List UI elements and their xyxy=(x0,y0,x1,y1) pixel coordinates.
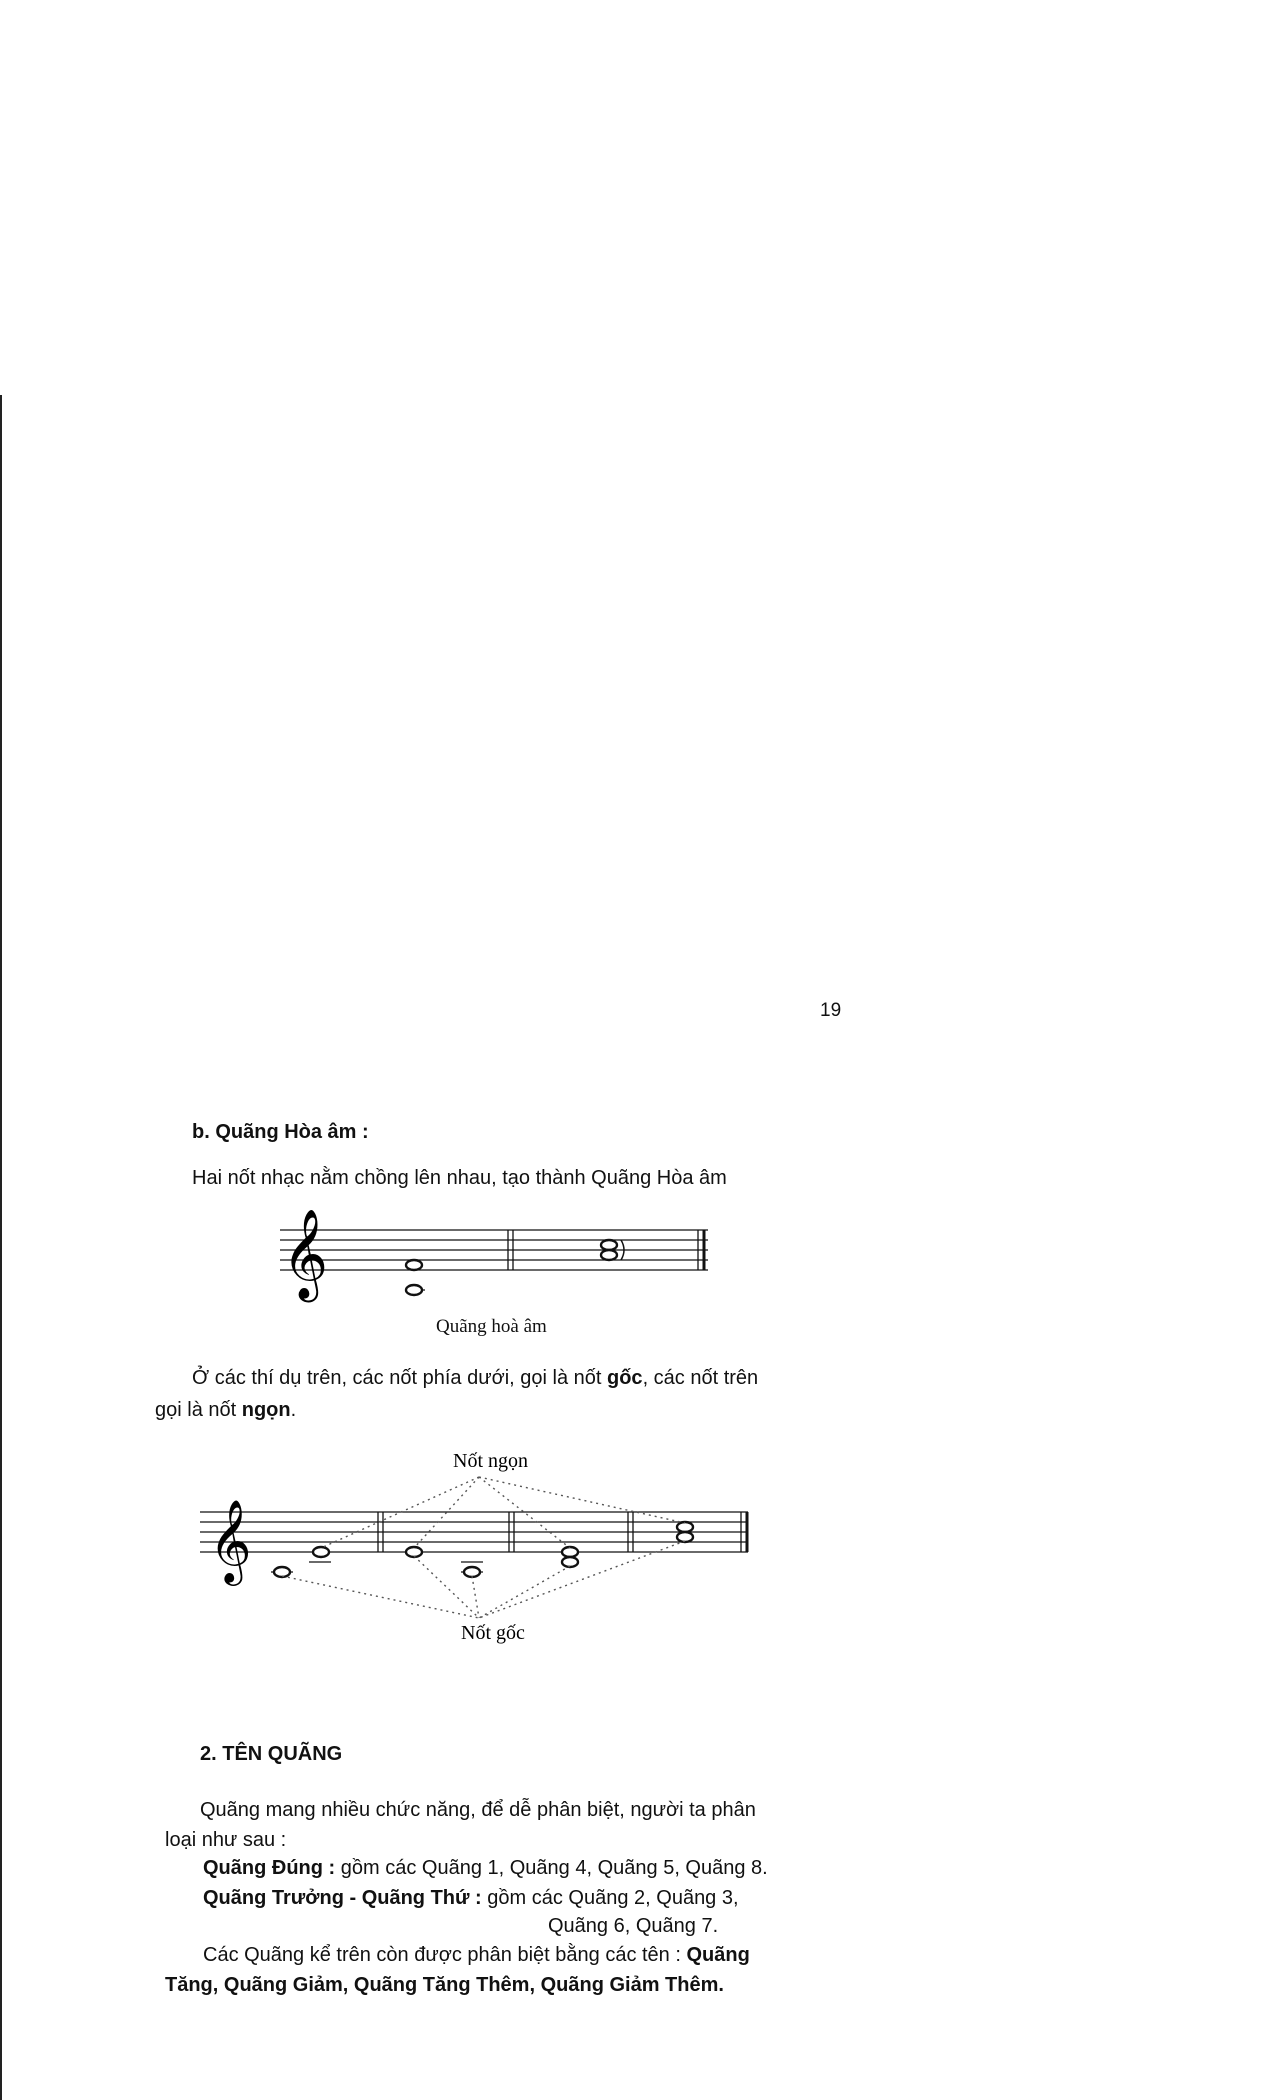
explanation-line-2 xyxy=(155,1395,296,1425)
section-2-para1-line1: Quãng mang nhiều chức năng, để dễ phân biệt, người ta phân xyxy=(200,1799,756,1821)
harmonic-interval-staff xyxy=(270,1200,720,1310)
whole-note xyxy=(274,1567,290,1577)
section-2-para2-line2 xyxy=(165,1970,724,2000)
section-b-intro: Hai nốt nhạc nằm chồng lên nhau, tạo thành Quãng Hòa âm xyxy=(192,1167,727,1189)
explanation-text: . xyxy=(290,1399,297,1421)
staff-lines xyxy=(200,1512,748,1552)
top-note-label: Nốt ngọn xyxy=(453,1450,528,1472)
list-item-text: gồm các Quãng 1, Quãng 4, Quãng 5, Quãng 8. xyxy=(335,1857,768,1879)
root-note-label: Nốt gốc xyxy=(461,1622,525,1644)
whole-note xyxy=(677,1522,693,1532)
term-major-minor-interval: Quãng Trưởng - Quãng Thứ : xyxy=(203,1887,482,1909)
list-item-text: gồm các Quãng 2, Quãng 3, xyxy=(481,1887,739,1909)
treble-clef-icon: 𝄞 xyxy=(282,1210,329,1297)
whole-note xyxy=(464,1567,480,1577)
root-top-notes-diagram xyxy=(195,1440,765,1655)
example-caption: Quãng hoà âm xyxy=(436,1316,547,1337)
scan-edge xyxy=(0,395,2,2100)
term-root-note: gốc xyxy=(607,1367,643,1389)
whole-note xyxy=(601,1250,617,1260)
list-item-major-minor xyxy=(203,1883,739,1913)
whole-note xyxy=(562,1557,578,1567)
interval-type-names: Tăng, Quãng Giảm, Quãng Tăng Thêm, Quãng Giảm Thêm. xyxy=(165,1974,724,1996)
section-2-para1-line2: loại như sau : xyxy=(165,1829,287,1851)
explanation-text: gọi là nốt xyxy=(155,1399,242,1421)
list-item-major-minor-cont: Quãng 6, Quãng 7. xyxy=(548,1915,719,1937)
treble-clef-icon: 𝄞 xyxy=(209,1501,252,1581)
section-2-heading: 2. TÊN QUÃNG xyxy=(200,1743,343,1765)
term-perfect-interval: Quãng Đúng : xyxy=(203,1857,336,1879)
whole-note xyxy=(677,1532,693,1542)
whole-note xyxy=(313,1547,329,1557)
explanation-line-1 xyxy=(192,1363,758,1393)
section-b-heading: b. Quãng Hòa âm : xyxy=(192,1121,369,1143)
explanation-text: , các nốt trên xyxy=(642,1367,759,1389)
whole-note xyxy=(406,1260,422,1270)
section-2-para2-line1 xyxy=(203,1940,750,1970)
para2-text: Các Quãng kể trên còn được phân biệt bằng các tên : xyxy=(203,1944,687,1966)
term-augmented: Quãng xyxy=(686,1944,750,1966)
whole-note xyxy=(406,1547,422,1557)
list-item-perfect xyxy=(203,1853,768,1883)
page-number: 19 xyxy=(820,1000,842,1021)
chord-1 xyxy=(405,1260,425,1295)
staff-lines xyxy=(280,1230,708,1270)
term-top-note: ngọn xyxy=(241,1399,291,1421)
explanation-text: Ở các thí dụ trên, các nốt phía dưới, gọi là nốt xyxy=(192,1367,607,1389)
whole-note xyxy=(601,1240,617,1250)
whole-note xyxy=(406,1285,422,1295)
whole-note xyxy=(562,1547,578,1557)
